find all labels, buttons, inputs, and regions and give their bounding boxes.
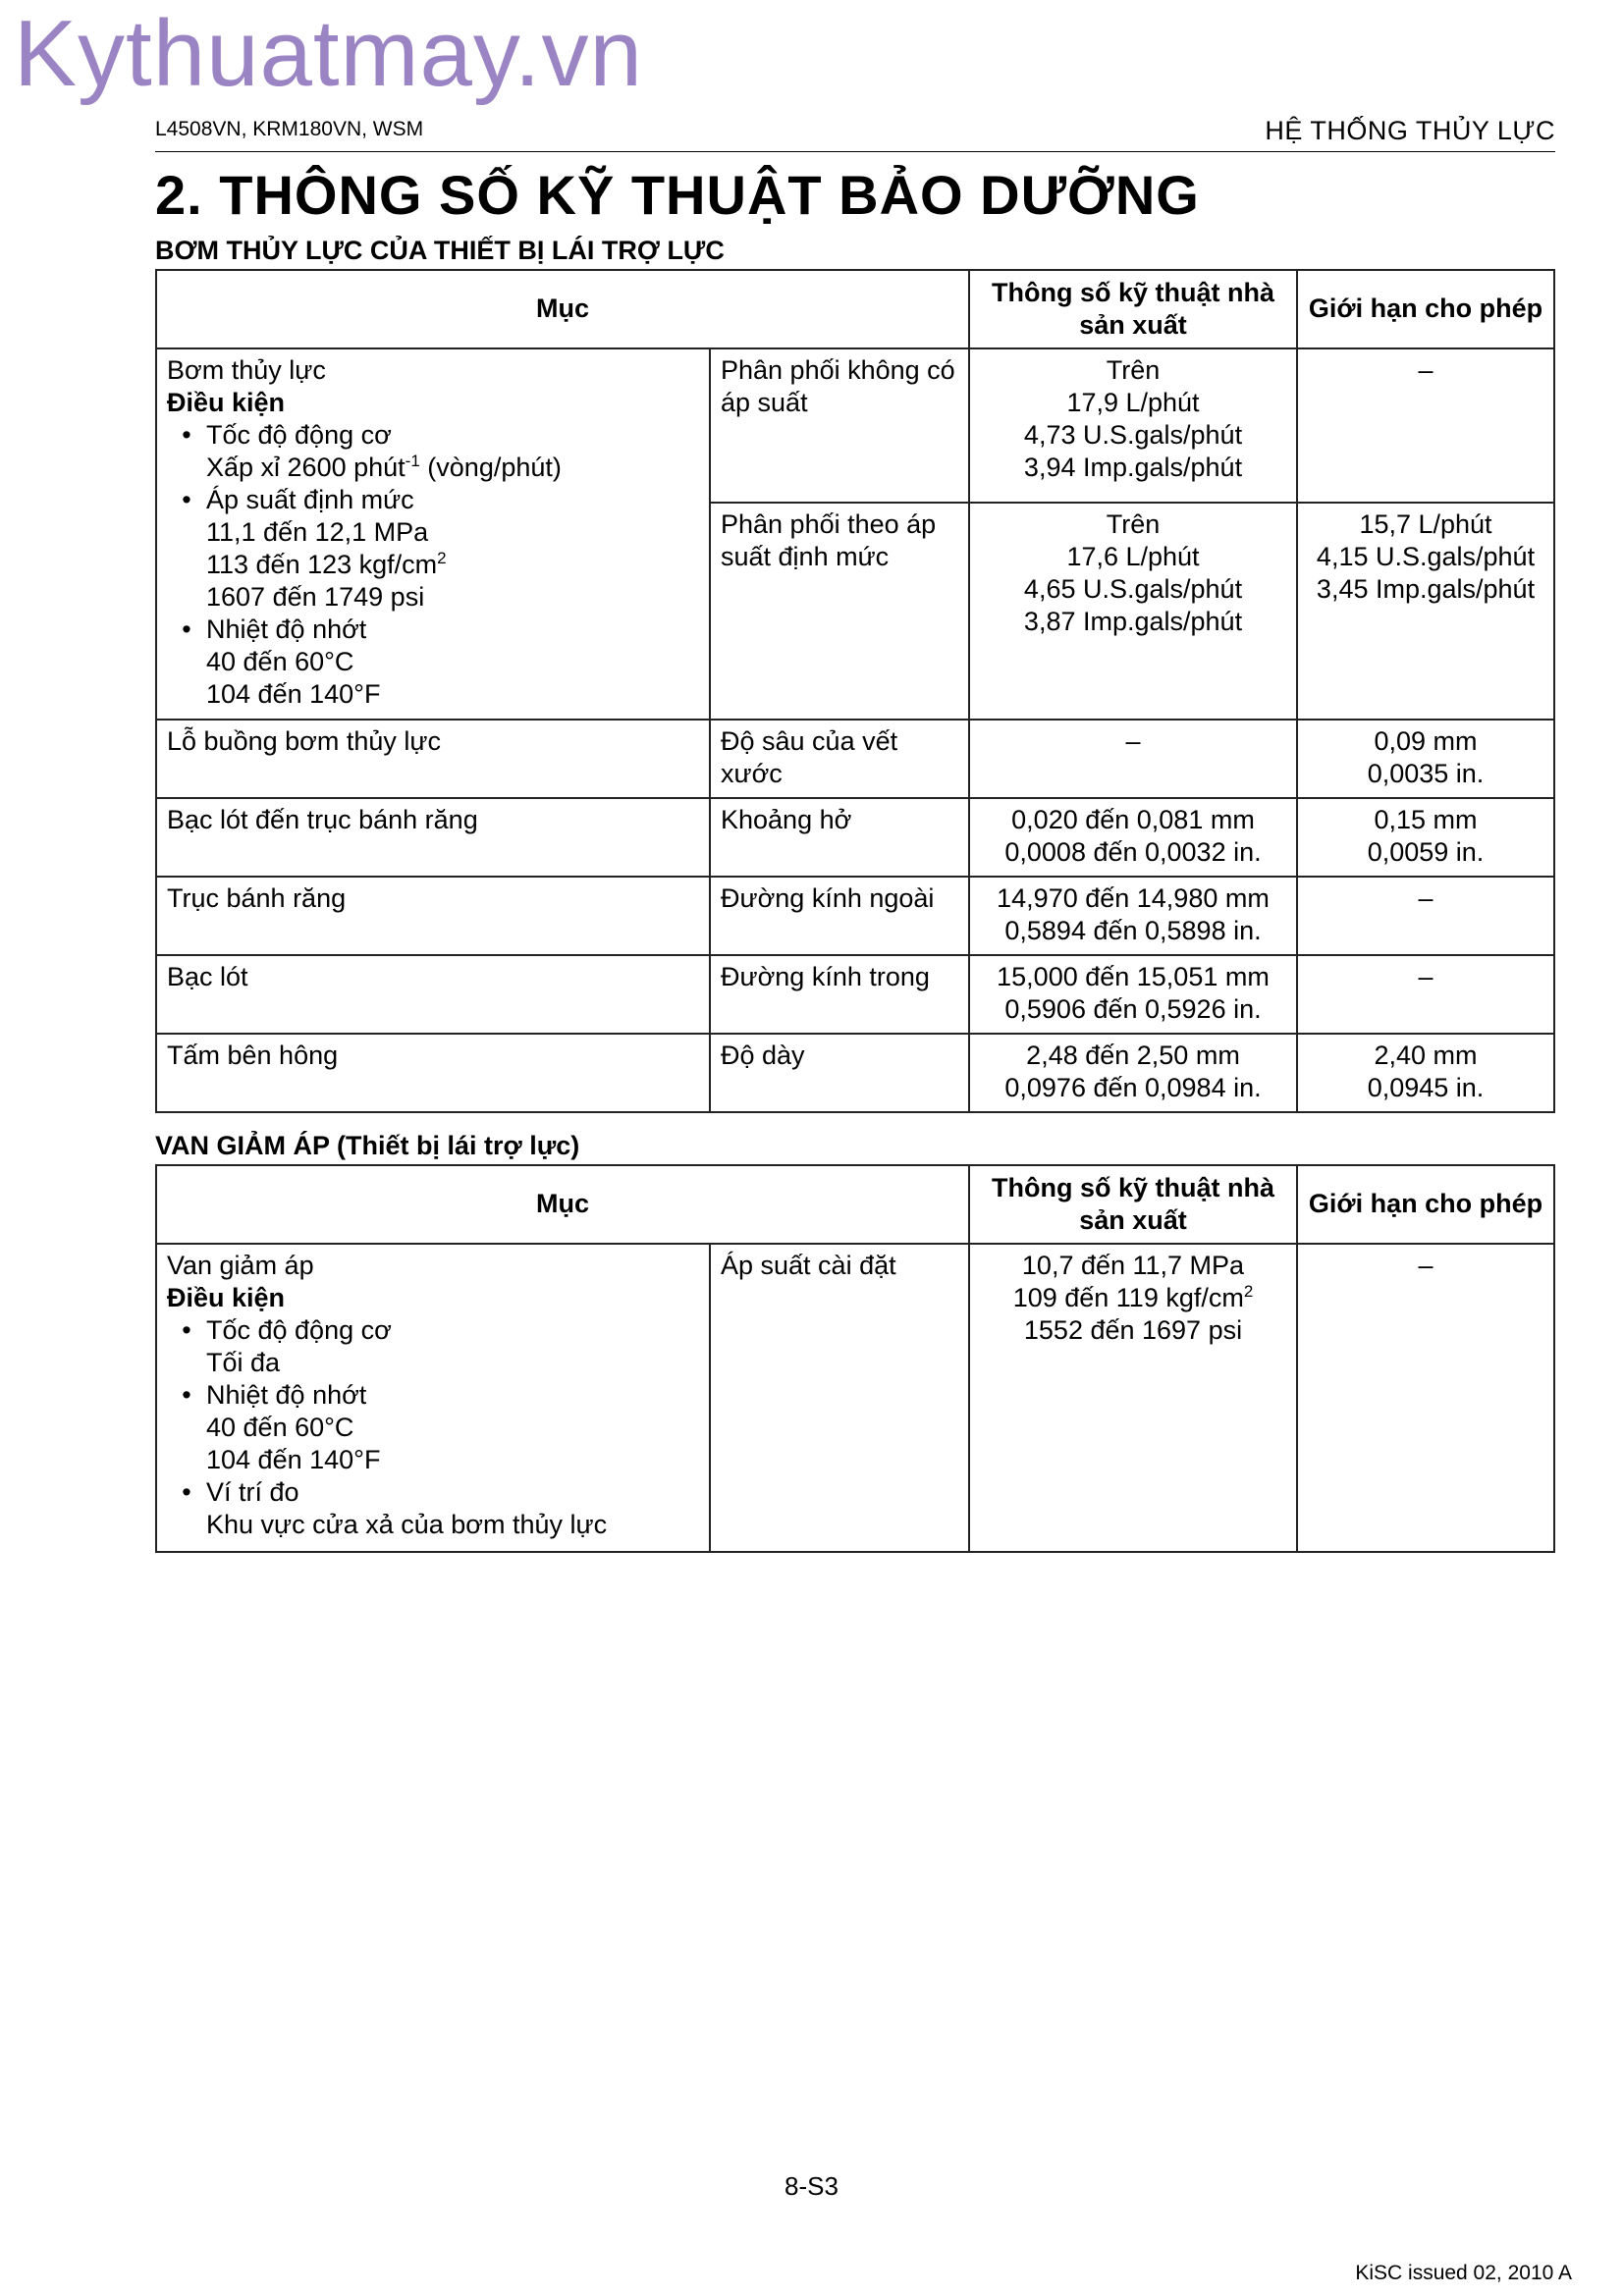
pump-item-cell — [156, 348, 710, 720]
col-spec-header: Thông số kỹ thuật nhà sản xuất — [969, 270, 1297, 348]
relief-table-header — [156, 1165, 1554, 1244]
table-row — [156, 1034, 1554, 1112]
table-row — [156, 720, 1554, 798]
spec-cell: 0,020 đến 0,081 mm 0,0008 đến 0,0032 in. — [969, 798, 1297, 877]
issue-note: KiSC issued 02, 2010 A — [1355, 2262, 1572, 2284]
sub-item-cell: Phân phối không có áp suất — [710, 348, 969, 503]
pump-section-title: BƠM THỦY LỰC CỦA THIẾT BỊ LÁI TRỢ LỰC — [155, 236, 725, 265]
table-row — [156, 955, 1554, 1034]
sub-item-cell: Độ sâu của vết xước — [710, 720, 969, 798]
condition-value: 40 đến 60°C — [206, 647, 354, 676]
limit-cell: – — [1297, 955, 1554, 1034]
limit-cell: 0,15 mm 0,0059 in. — [1297, 798, 1554, 877]
list-item: • Nhiệt độ nhớt — [182, 614, 367, 644]
limit-cell: – — [1297, 1244, 1554, 1552]
condition-value: 104 đến 140°F — [206, 679, 381, 709]
relief-spec-table — [155, 1164, 1555, 1553]
list-item: • Áp suất định mức — [182, 485, 414, 514]
limit-cell: 0,09 mm 0,0035 in. — [1297, 720, 1554, 798]
item-cell: Tấm bên hông — [156, 1034, 710, 1112]
item-cell: Lỗ buồng bơm thủy lực — [156, 720, 710, 798]
condition-value: 104 đến 140°F — [206, 1445, 381, 1474]
condition-value: Khu vực cửa xả của bơm thủy lực — [206, 1510, 608, 1539]
condition-label: Điều kiện — [167, 388, 286, 417]
sub-item-cell: Phân phối theo áp suất định mức — [710, 503, 969, 720]
spec-cell: Trên 17,9 L/phút 4,73 U.S.gals/phút 3,94 Imp.gals/phút — [969, 348, 1297, 503]
header-models: L4508VN, KRM180VN, WSM — [155, 118, 424, 140]
limit-cell: 15,7 L/phút 4,15 U.S.gals/phút 3,45 Imp.gals/phút — [1297, 503, 1554, 720]
col-item-header: Mục — [156, 270, 969, 348]
relief-item-cell — [156, 1244, 710, 1552]
spec-cell: Trên 17,6 L/phút 4,65 U.S.gals/phút 3,87 Imp.gals/phút — [969, 503, 1297, 720]
col-limit-header: Giới hạn cho phép — [1297, 270, 1554, 348]
page-number: 8-S3 — [784, 2171, 839, 2201]
condition-value: 40 đến 60°C — [206, 1413, 354, 1442]
item-cell: Trục bánh răng — [156, 877, 710, 955]
item-name: Bơm thủy lực — [167, 355, 326, 385]
sub-item-cell: Độ dày — [710, 1034, 969, 1112]
table-row — [156, 877, 1554, 955]
col-item-header: Mục — [156, 1165, 969, 1244]
table-row — [156, 1244, 1554, 1552]
sub-item-cell: Khoảng hở — [710, 798, 969, 877]
spec-cell: 2,48 đến 2,50 mm 0,0976 đến 0,0984 in. — [969, 1034, 1297, 1112]
limit-cell: 2,40 mm 0,0945 in. — [1297, 1034, 1554, 1112]
spec-cell: 10,7 đến 11,7 MPa 109 đến 119 kgf/$cm^2$ 1552 đến 1697 psi — [969, 1244, 1297, 1552]
table-row — [156, 798, 1554, 877]
limit-cell: – — [1297, 877, 1554, 955]
header-rule — [155, 151, 1555, 152]
condition-value: 1607 đến 1749 psi — [206, 582, 425, 612]
spec-cell: 15,000 đến 15,051 mm 0,5906 đến 0,5926 in. — [969, 955, 1297, 1034]
list-item: • Ví trí đo — [182, 1477, 299, 1507]
condition-label: Điều kiện — [167, 1283, 286, 1312]
item-cell: Bạc lót đến trục bánh răng — [156, 798, 710, 877]
watermark-logo: Kythuatmay.vn — [14, 1, 643, 106]
page-title: 2. THÔNG SỐ KỸ THUẬT BẢO DƯỠNG — [155, 164, 1200, 226]
relief-section-title: VAN GIẢM ÁP (Thiết bị lái trợ lực) — [155, 1131, 580, 1160]
list-item: • Nhiệt độ nhớt — [182, 1380, 367, 1410]
condition-value: 11,1 đến 12,1 MPa — [206, 517, 429, 547]
condition-value: Xấp xỉ 2600 phút$^{-1}$ (vòng/phút) — [206, 452, 562, 482]
condition-value: Tối đa — [206, 1348, 281, 1377]
header-section: HỆ THỐNG THỦY LỰC — [1265, 116, 1555, 145]
sub-item-cell: Áp suất cài đặt — [710, 1244, 969, 1552]
sub-item-cell: Đường kính trong — [710, 955, 969, 1034]
col-spec-header: Thông số kỹ thuật nhà sản xuất — [969, 1165, 1297, 1244]
list-item: • Tốc độ động cơ — [182, 420, 392, 450]
pump-table-header — [156, 270, 1554, 348]
limit-cell: – — [1297, 348, 1554, 503]
list-item: • Tốc độ động cơ — [182, 1315, 392, 1345]
item-cell: Bạc lót — [156, 955, 710, 1034]
item-name: Van giảm áp — [167, 1251, 314, 1280]
spec-cell: – — [969, 720, 1297, 798]
sub-item-cell: Đường kính ngoài — [710, 877, 969, 955]
condition-value: 113 đến 123 kgf/$cm^2$ — [206, 549, 447, 579]
pump-spec-table — [155, 269, 1555, 1113]
col-limit-header: Giới hạn cho phép — [1297, 1165, 1554, 1244]
table-row — [156, 348, 1554, 503]
spec-cell: 14,970 đến 14,980 mm 0,5894 đến 0,5898 in. — [969, 877, 1297, 955]
